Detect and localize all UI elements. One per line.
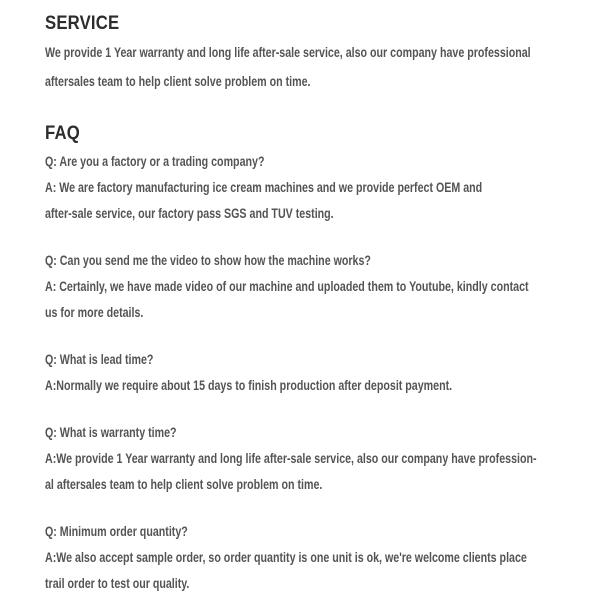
faq-question-line: Q: Minimum order quantity? [45,524,188,539]
faq-question-line: Q: What is warranty time? [45,425,177,440]
text-line: aftersales team to help client solve problem on time. [45,74,311,89]
faq-question-line: Q: Can you send me the video to show how the machine works? [45,253,371,268]
faq-answer-line: trail order to test our quality. [45,576,190,591]
faq-answer-line: after-sale service, our factory pass SGS and TUV testing. [45,206,334,221]
faq-answer-line: us for more details. [45,305,144,320]
faq-answer-line: A:We provide 1 Year warranty and long life after-sale service, also our company have profession- [45,451,537,466]
faq-item [45,519,560,597]
faq-item [45,420,560,498]
faq-heading: FAQ [45,123,80,144]
text-line: We provide 1 Year warranty and long life after-sale service, also our company have professional [45,45,531,60]
faq-question-line: Q: Are you a factory or a trading company? [45,154,265,169]
service-paragraph [45,38,560,96]
faq-question-line: Q: What is lead time? [45,352,154,367]
faq-item [45,149,560,227]
faq-answer-line: A:Normally we require about 15 days to finish production after deposit payment. [45,378,453,393]
faq-item [45,248,560,326]
faq-answer-line: A: We are factory manufacturing ice cream machines and we provide perfect OEM and [45,180,483,195]
faq-answer-line: A:We also accept sample order, so order quantity is one unit is ok, we're welcome clients place [45,550,527,565]
service-heading: SERVICE [45,13,120,34]
faq-answer-line: al aftersales team to help client solve problem on time. [45,477,323,492]
faq-list [45,149,560,597]
faq-answer-line: A: Certainly, we have made video of our machine and uploaded them to Youtube, kindly contact [45,279,529,294]
faq-item [45,347,560,399]
